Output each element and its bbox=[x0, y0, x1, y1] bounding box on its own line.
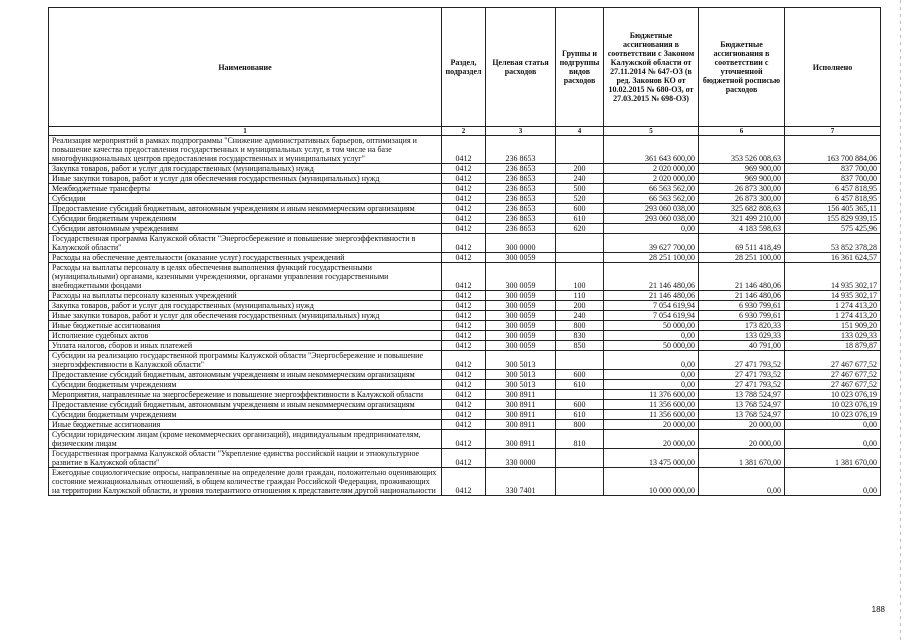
cell-group: 200 bbox=[556, 301, 604, 311]
table-body bbox=[49, 136, 881, 496]
cell-group: 520 bbox=[556, 194, 604, 204]
table-row bbox=[49, 234, 881, 253]
cell-article: 236 8653 bbox=[486, 136, 556, 164]
cell-approved: 21 146 480,06 bbox=[604, 263, 699, 291]
cell-executed: 10 023 076,19 bbox=[785, 400, 881, 410]
cell-article: 300 5013 bbox=[486, 380, 556, 390]
table-row bbox=[49, 253, 881, 263]
cell-approved: 0,00 bbox=[604, 351, 699, 370]
cell-article: 300 0059 bbox=[486, 301, 556, 311]
cell-executed: 155 829 939,15 bbox=[785, 214, 881, 224]
table-row bbox=[49, 214, 881, 224]
table-row bbox=[49, 194, 881, 204]
cell-adjusted: 6 930 799,61 bbox=[699, 301, 785, 311]
table-row bbox=[49, 351, 881, 370]
cell-approved: 11 376 600,00 bbox=[604, 390, 699, 400]
cell-group: 830 bbox=[556, 331, 604, 341]
cell-section: 0412 bbox=[442, 164, 486, 174]
cell-name: Межбюджетные трансферты bbox=[49, 184, 442, 194]
cell-group bbox=[556, 351, 604, 370]
header-article: Целевая статья расходов bbox=[486, 8, 556, 127]
cell-group: 610 bbox=[556, 214, 604, 224]
cell-article: 300 8911 bbox=[486, 390, 556, 400]
cell-section: 0412 bbox=[442, 194, 486, 204]
cell-approved: 66 563 562,00 bbox=[604, 194, 699, 204]
column-number: 2 bbox=[442, 127, 486, 136]
cell-executed: 1 274 413,20 bbox=[785, 311, 881, 321]
cell-executed: 6 457 818,95 bbox=[785, 184, 881, 194]
cell-approved: 39 627 700,00 bbox=[604, 234, 699, 253]
cell-approved: 0,00 bbox=[604, 331, 699, 341]
cell-section: 0412 bbox=[442, 214, 486, 224]
column-number-row bbox=[49, 127, 881, 136]
cell-group: 600 bbox=[556, 204, 604, 214]
cell-approved: 0,00 bbox=[604, 370, 699, 380]
cell-section: 0412 bbox=[442, 224, 486, 234]
cell-section: 0412 bbox=[442, 449, 486, 468]
cell-adjusted: 27 471 793,52 bbox=[699, 370, 785, 380]
cell-name: Субсидии юридическим лицам (кроме некоммерческих организаций), индивидуальным предпринимателям, физическим лицам bbox=[49, 430, 442, 449]
table-row bbox=[49, 224, 881, 234]
table-row bbox=[49, 263, 881, 291]
cell-executed: 27 467 677,52 bbox=[785, 351, 881, 370]
cell-group: 500 bbox=[556, 184, 604, 194]
column-number: 1 bbox=[49, 127, 442, 136]
cell-group: 610 bbox=[556, 410, 604, 420]
table-row bbox=[49, 370, 881, 380]
cell-adjusted: 21 146 480,06 bbox=[699, 263, 785, 291]
table-row bbox=[49, 400, 881, 410]
cell-name: Расходы на выплаты персоналу в целях обеспечения выполнения функций государственными (муниципальными) органами, казенными учреждениями, органами управления государственными внебюджетными фондами bbox=[49, 263, 442, 291]
cell-executed: 0,00 bbox=[785, 420, 881, 430]
cell-section: 0412 bbox=[442, 321, 486, 331]
cell-name: Предоставление субсидий бюджетным, автономным учреждениям и иным некоммерческим организациям bbox=[49, 400, 442, 410]
scan-edge-line bbox=[900, 0, 901, 640]
header-group: Группы и подгруппы видов расходов bbox=[556, 8, 604, 127]
budget-table bbox=[48, 7, 881, 496]
cell-approved: 11 356 600,00 bbox=[604, 400, 699, 410]
cell-adjusted: 353 526 008,63 bbox=[699, 136, 785, 164]
cell-adjusted: 969 900,00 bbox=[699, 164, 785, 174]
cell-group: 100 bbox=[556, 263, 604, 291]
cell-group: 810 bbox=[556, 430, 604, 449]
cell-approved: 66 563 562,00 bbox=[604, 184, 699, 194]
cell-section: 0412 bbox=[442, 291, 486, 301]
cell-adjusted: 20 000,00 bbox=[699, 430, 785, 449]
cell-approved: 50 000,00 bbox=[604, 321, 699, 331]
cell-name: Субсидии автономным учреждениям bbox=[49, 224, 442, 234]
cell-executed: 10 023 076,19 bbox=[785, 410, 881, 420]
cell-group: 610 bbox=[556, 380, 604, 390]
cell-adjusted: 13 768 524,97 bbox=[699, 400, 785, 410]
cell-approved: 20 000,00 bbox=[604, 430, 699, 449]
cell-article: 300 0059 bbox=[486, 341, 556, 351]
cell-section: 0412 bbox=[442, 468, 486, 496]
cell-executed: 0,00 bbox=[785, 468, 881, 496]
cell-adjusted: 325 682 808,63 bbox=[699, 204, 785, 214]
cell-group bbox=[556, 253, 604, 263]
cell-executed: 10 023 076,19 bbox=[785, 390, 881, 400]
table-row bbox=[49, 301, 881, 311]
header-adjusted: Бюджетные ассигнования в соответствии с уточненной бюджетной росписью расходов bbox=[699, 8, 785, 127]
cell-article: 300 8911 bbox=[486, 430, 556, 449]
column-number: 7 bbox=[785, 127, 881, 136]
cell-section: 0412 bbox=[442, 380, 486, 390]
cell-approved: 50 000,00 bbox=[604, 341, 699, 351]
cell-name: Субсидии бюджетным учреждениям bbox=[49, 410, 442, 420]
cell-adjusted: 4 183 598,63 bbox=[699, 224, 785, 234]
cell-article: 236 8653 bbox=[486, 184, 556, 194]
cell-group: 620 bbox=[556, 224, 604, 234]
cell-executed: 163 700 884,06 bbox=[785, 136, 881, 164]
table-row bbox=[49, 410, 881, 420]
cell-adjusted: 26 873 300,00 bbox=[699, 184, 785, 194]
cell-approved: 361 643 600,00 bbox=[604, 136, 699, 164]
cell-section: 0412 bbox=[442, 184, 486, 194]
cell-adjusted: 173 820,33 bbox=[699, 321, 785, 331]
table-row bbox=[49, 341, 881, 351]
cell-section: 0412 bbox=[442, 351, 486, 370]
cell-executed: 1 381 670,00 bbox=[785, 449, 881, 468]
cell-section: 0412 bbox=[442, 390, 486, 400]
cell-group: 110 bbox=[556, 291, 604, 301]
cell-name: Расходы на выплаты персоналу казенных учреждений bbox=[49, 291, 442, 301]
table-row bbox=[49, 136, 881, 164]
cell-executed: 14 935 302,17 bbox=[785, 291, 881, 301]
cell-name: Субсидии на реализацию государственной программы Калужской области "Энергосбережение и повышение энергоэффективности в Калужской области" bbox=[49, 351, 442, 370]
cell-article: 300 0059 bbox=[486, 291, 556, 301]
cell-group bbox=[556, 390, 604, 400]
cell-approved: 0,00 bbox=[604, 224, 699, 234]
cell-group bbox=[556, 136, 604, 164]
cell-adjusted: 27 471 793,52 bbox=[699, 380, 785, 390]
cell-name: Предоставление субсидий бюджетным, автономным учреждениям и иным некоммерческим организациям bbox=[49, 370, 442, 380]
cell-executed: 6 457 818,95 bbox=[785, 194, 881, 204]
cell-section: 0412 bbox=[442, 174, 486, 184]
cell-article: 236 8653 bbox=[486, 164, 556, 174]
cell-group: 800 bbox=[556, 321, 604, 331]
header-approved: Бюджетные ассигнования в соответствии с Законом Калужской области от 27.11.2014 № 647-ОЗ (в ред. Законов КО от 10.02.2015 № 680-ОЗ, от 27.03.2015 № 698-ОЗ) bbox=[604, 8, 699, 127]
cell-section: 0412 bbox=[442, 400, 486, 410]
cell-executed: 575 425,96 bbox=[785, 224, 881, 234]
header-executed: Исполнено bbox=[785, 8, 881, 127]
cell-executed: 837 700,00 bbox=[785, 174, 881, 184]
column-number: 6 bbox=[699, 127, 785, 136]
table-row bbox=[49, 291, 881, 301]
table-row bbox=[49, 184, 881, 194]
cell-group: 240 bbox=[556, 311, 604, 321]
cell-executed: 16 361 624,57 bbox=[785, 253, 881, 263]
cell-name: Иные закупки товаров, работ и услуг для обеспечения государственных (муниципальных) нужд bbox=[49, 311, 442, 321]
cell-article: 236 8653 bbox=[486, 174, 556, 184]
cell-executed: 27 467 677,52 bbox=[785, 370, 881, 380]
cell-name: Исполнение судебных актов bbox=[49, 331, 442, 341]
cell-executed: 27 467 677,52 bbox=[785, 380, 881, 390]
cell-adjusted: 40 791,00 bbox=[699, 341, 785, 351]
cell-approved: 7 054 619,94 bbox=[604, 301, 699, 311]
column-number: 5 bbox=[604, 127, 699, 136]
cell-article: 330 7401 bbox=[486, 468, 556, 496]
cell-name: Реализация мероприятий в рамках подпрограммы "Снижение административных барьеров, оптимизация и повышение качества предоставления государственных и муниципальных услуг, в том числе на базе многофункциональных центров предоставления государственных и муниципальных услуг" bbox=[49, 136, 442, 164]
cell-name: Ежегодные социологические опросы, направленные на определение доли граждан, положительно оценивающих состояние межнациональных отношений, в общем количестве граждан Российской Федерации, проживающих на территории Калужской области, и уровня толерантного отношения к представителям другой национальности bbox=[49, 468, 442, 496]
table-row bbox=[49, 204, 881, 214]
cell-name: Мероприятия, направленные на энергосбережение и повышение энергоэффективности в Калужской области bbox=[49, 390, 442, 400]
cell-article: 236 8653 bbox=[486, 204, 556, 214]
cell-group: 850 bbox=[556, 341, 604, 351]
table-row bbox=[49, 390, 881, 400]
cell-name: Иные закупки товаров, работ и услуг для обеспечения государственных (муниципальных) нужд bbox=[49, 174, 442, 184]
cell-executed: 14 935 302,17 bbox=[785, 263, 881, 291]
cell-article: 300 0059 bbox=[486, 263, 556, 291]
cell-section: 0412 bbox=[442, 204, 486, 214]
cell-approved: 2 020 000,00 bbox=[604, 174, 699, 184]
cell-name: Закупка товаров, работ и услуг для государственных (муниципальных) нужд bbox=[49, 164, 442, 174]
cell-group bbox=[556, 449, 604, 468]
cell-executed: 133 029,33 bbox=[785, 331, 881, 341]
cell-section: 0412 bbox=[442, 263, 486, 291]
cell-section: 0412 bbox=[442, 341, 486, 351]
cell-name: Государственная программа Калужской области "Укрепление единства российской нации и этнокультурное развитие в Калужской области" bbox=[49, 449, 442, 468]
cell-adjusted: 21 146 480,06 bbox=[699, 291, 785, 301]
cell-executed: 156 405 365,11 bbox=[785, 204, 881, 214]
cell-approved: 28 251 100,00 bbox=[604, 253, 699, 263]
cell-approved: 10 000 000,00 bbox=[604, 468, 699, 496]
table-row bbox=[49, 331, 881, 341]
header-name: Наименование bbox=[49, 8, 442, 127]
cell-adjusted: 28 251 100,00 bbox=[699, 253, 785, 263]
cell-group: 800 bbox=[556, 420, 604, 430]
cell-executed: 837 700,00 bbox=[785, 164, 881, 174]
cell-article: 300 8911 bbox=[486, 410, 556, 420]
cell-section: 0412 bbox=[442, 370, 486, 380]
cell-approved: 293 060 038,00 bbox=[604, 204, 699, 214]
cell-name: Субсидии бюджетным учреждениям bbox=[49, 214, 442, 224]
cell-executed: 18 879,87 bbox=[785, 341, 881, 351]
cell-approved: 0,00 bbox=[604, 380, 699, 390]
cell-article: 236 8653 bbox=[486, 194, 556, 204]
cell-article: 300 8911 bbox=[486, 420, 556, 430]
cell-adjusted: 20 000,00 bbox=[699, 420, 785, 430]
cell-adjusted: 969 900,00 bbox=[699, 174, 785, 184]
cell-group bbox=[556, 468, 604, 496]
cell-article: 300 5013 bbox=[486, 370, 556, 380]
cell-approved: 293 060 038,00 bbox=[604, 214, 699, 224]
cell-section: 0412 bbox=[442, 430, 486, 449]
cell-group: 240 bbox=[556, 174, 604, 184]
cell-adjusted: 27 471 793,52 bbox=[699, 351, 785, 370]
cell-name: Закупка товаров, работ и услуг для государственных (муниципальных) нужд bbox=[49, 301, 442, 311]
cell-article: 330 0000 bbox=[486, 449, 556, 468]
cell-section: 0412 bbox=[442, 311, 486, 321]
cell-group: 600 bbox=[556, 400, 604, 410]
table-row bbox=[49, 321, 881, 331]
cell-name: Иные бюджетные ассигнования bbox=[49, 321, 442, 331]
table-row bbox=[49, 380, 881, 390]
cell-article: 300 0059 bbox=[486, 331, 556, 341]
cell-adjusted: 133 029,33 bbox=[699, 331, 785, 341]
cell-name: Субсидии bbox=[49, 194, 442, 204]
column-number: 4 bbox=[556, 127, 604, 136]
table-row bbox=[49, 449, 881, 468]
cell-group bbox=[556, 234, 604, 253]
cell-article: 300 8911 bbox=[486, 400, 556, 410]
cell-adjusted: 13 768 524,97 bbox=[699, 410, 785, 420]
cell-section: 0412 bbox=[442, 301, 486, 311]
cell-adjusted: 69 511 418,49 bbox=[699, 234, 785, 253]
cell-executed: 151 909,20 bbox=[785, 321, 881, 331]
cell-group: 200 bbox=[556, 164, 604, 174]
cell-adjusted: 26 873 300,00 bbox=[699, 194, 785, 204]
table-header-row bbox=[49, 8, 881, 127]
cell-article: 236 8653 bbox=[486, 224, 556, 234]
cell-article: 300 0059 bbox=[486, 321, 556, 331]
cell-article: 300 0000 bbox=[486, 234, 556, 253]
column-number: 3 bbox=[486, 127, 556, 136]
cell-section: 0412 bbox=[442, 253, 486, 263]
cell-adjusted: 321 499 210,00 bbox=[699, 214, 785, 224]
cell-executed: 0,00 bbox=[785, 430, 881, 449]
table-row bbox=[49, 174, 881, 184]
cell-approved: 7 054 619,94 bbox=[604, 311, 699, 321]
cell-article: 300 5013 bbox=[486, 351, 556, 370]
table-row bbox=[49, 420, 881, 430]
cell-adjusted: 0,00 bbox=[699, 468, 785, 496]
cell-section: 0412 bbox=[442, 234, 486, 253]
table-row bbox=[49, 468, 881, 496]
cell-name: Субсидии бюджетным учреждениям bbox=[49, 380, 442, 390]
cell-section: 0412 bbox=[442, 331, 486, 341]
cell-article: 300 0059 bbox=[486, 253, 556, 263]
cell-adjusted: 13 788 524,97 bbox=[699, 390, 785, 400]
cell-article: 236 8653 bbox=[486, 214, 556, 224]
cell-section: 0412 bbox=[442, 420, 486, 430]
cell-name: Уплата налогов, сборов и иных платежей bbox=[49, 341, 442, 351]
cell-name: Иные бюджетные ассигнования bbox=[49, 420, 442, 430]
cell-name: Расходы на обеспечение деятельности (оказание услуг) государственных учреждений bbox=[49, 253, 442, 263]
cell-section: 0412 bbox=[442, 136, 486, 164]
header-section: Раздел, подраздел bbox=[442, 8, 486, 127]
cell-executed: 1 274 413,20 bbox=[785, 301, 881, 311]
cell-approved: 2 020 000,00 bbox=[604, 164, 699, 174]
cell-adjusted: 6 930 799,61 bbox=[699, 311, 785, 321]
cell-approved: 13 475 000,00 bbox=[604, 449, 699, 468]
cell-executed: 53 852 378,28 bbox=[785, 234, 881, 253]
cell-approved: 20 000,00 bbox=[604, 420, 699, 430]
cell-article: 300 0059 bbox=[486, 311, 556, 321]
cell-name: Предоставление субсидий бюджетным, автономным учреждениям и иным некоммерческим организациям bbox=[49, 204, 442, 214]
cell-approved: 11 356 600,00 bbox=[604, 410, 699, 420]
table-row bbox=[49, 430, 881, 449]
cell-approved: 21 146 480,06 bbox=[604, 291, 699, 301]
cell-section: 0412 bbox=[442, 410, 486, 420]
table-row bbox=[49, 164, 881, 174]
cell-name: Государственная программа Калужской области "Энергосбережение и повышение энергоэффективности в Калужской области" bbox=[49, 234, 442, 253]
table-row bbox=[49, 311, 881, 321]
cell-adjusted: 1 381 670,00 bbox=[699, 449, 785, 468]
cell-group: 600 bbox=[556, 370, 604, 380]
page-number: 188 bbox=[871, 605, 885, 614]
